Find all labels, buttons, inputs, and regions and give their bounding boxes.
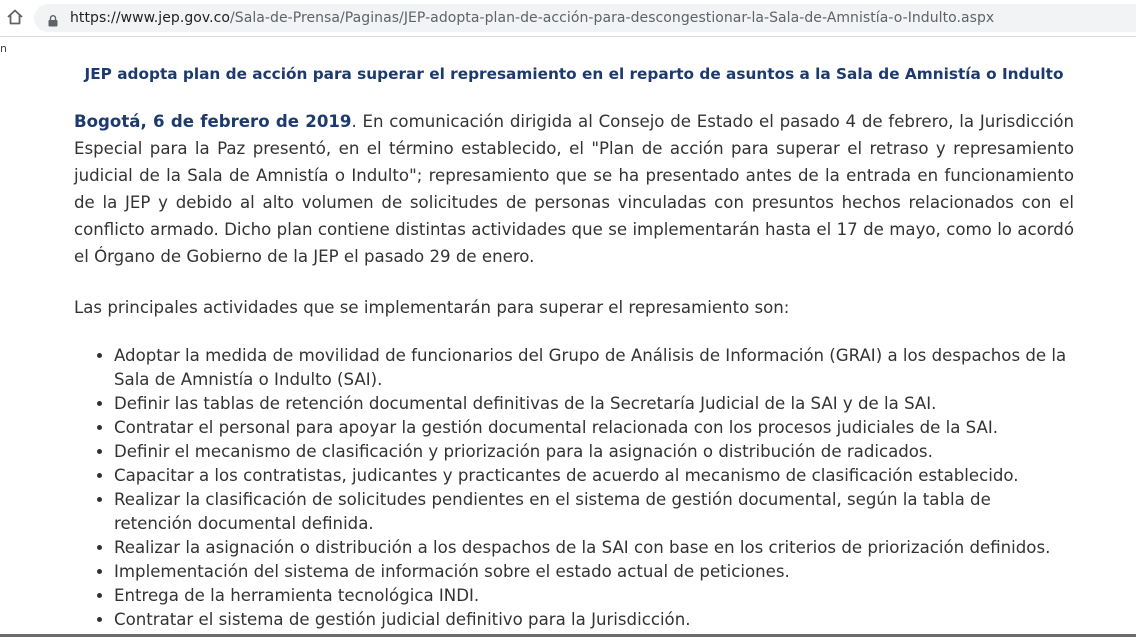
list-item: • Definir el mecanismo de clasificación y priorización para la asignación o distribución de radicados. xyxy=(114,440,1074,464)
list-item: • Definir las tablas de retención documental definitivas de la Secretaría Judicial de la SAI y de la SAI. xyxy=(114,392,1074,416)
home-icon[interactable] xyxy=(6,8,24,26)
activities-list xyxy=(74,344,1074,632)
bottom-divider xyxy=(0,634,1136,637)
lock-icon[interactable] xyxy=(48,12,58,24)
url-host: https://www.jep.gov.co xyxy=(70,10,231,26)
url-text[interactable] xyxy=(70,10,994,26)
activities-intro: Las principales actividades que se implementarán para superar el represamiento son: xyxy=(74,298,790,317)
list-item: • Contratar el personal para apoyar la gestión documental relacionada con los procesos judiciales de la SAI. xyxy=(114,416,1074,440)
url-path: /Sala-de-Prensa/Paginas/JEP-adopta-plan-de-acción-para-descongestionar-la-Sala-de-Amnistía-o-Indulto.aspx xyxy=(230,10,995,26)
list-item: • Contratar el sistema de gestión judicial definitivo para la Jurisdicción. xyxy=(114,608,1074,632)
list-item: • Realizar la asignación o distribución a los despachos de la SAI con base en los criterios de priorización definidos. xyxy=(114,536,1074,560)
lead-body: . En comunicación dirigida al Consejo de Estado el pasado 4 de febrero, la Jurisdicción Especial para la Paz presentó, en el término establecido, el "Plan de acción para superar el retraso y represamiento judicial de la Sala de Amnistía o Indulto"; represamiento que se ha presentado antes de la entrada en funcionamiento de la JEP y debido al alto volumen de solicitudes de personas vinculadas con presuntos hechos relacionados con el conflicto armado. Dicho plan contiene distintas actividades que se implementarán hasta el 17 de mayo, como lo acordó el Órgano de Gobierno de la JEP el pasado 29 de enero. xyxy=(74,112,1074,266)
article-title: JEP adopta plan de acción para superar el represamiento en el reparto de asuntos a la Sala de Amnistía o Indulto xyxy=(84,65,1064,83)
browser-toolbar xyxy=(0,0,1136,37)
dateline: Bogotá, 6 de febrero de 2019 xyxy=(74,112,352,131)
address-bar[interactable] xyxy=(34,4,1136,32)
list-item: • Capacitar a los contratistas, judicantes y practicantes de acuerdo al mecanismo de clasificación establecido. xyxy=(114,464,1074,488)
article xyxy=(74,63,1074,632)
list-item: • Adoptar la medida de movilidad de funcionarios del Grupo de Análisis de Información (GRAI) a los despachos de la Sala de Amnistía o Indulto (SAI). xyxy=(114,344,1074,392)
list-item: • Implementación del sistema de información sobre el estado actual de peticiones. xyxy=(114,560,1074,584)
list-item: • Entrega de la herramienta tecnológica INDI. xyxy=(114,584,1074,608)
lead-paragraph xyxy=(74,108,1074,270)
list-item: • Realizar la clasificación de solicitudes pendientes en el sistema de gestión documental, según la tabla de retención documental definida. xyxy=(114,488,1074,536)
edge-glyph: n xyxy=(0,42,7,55)
